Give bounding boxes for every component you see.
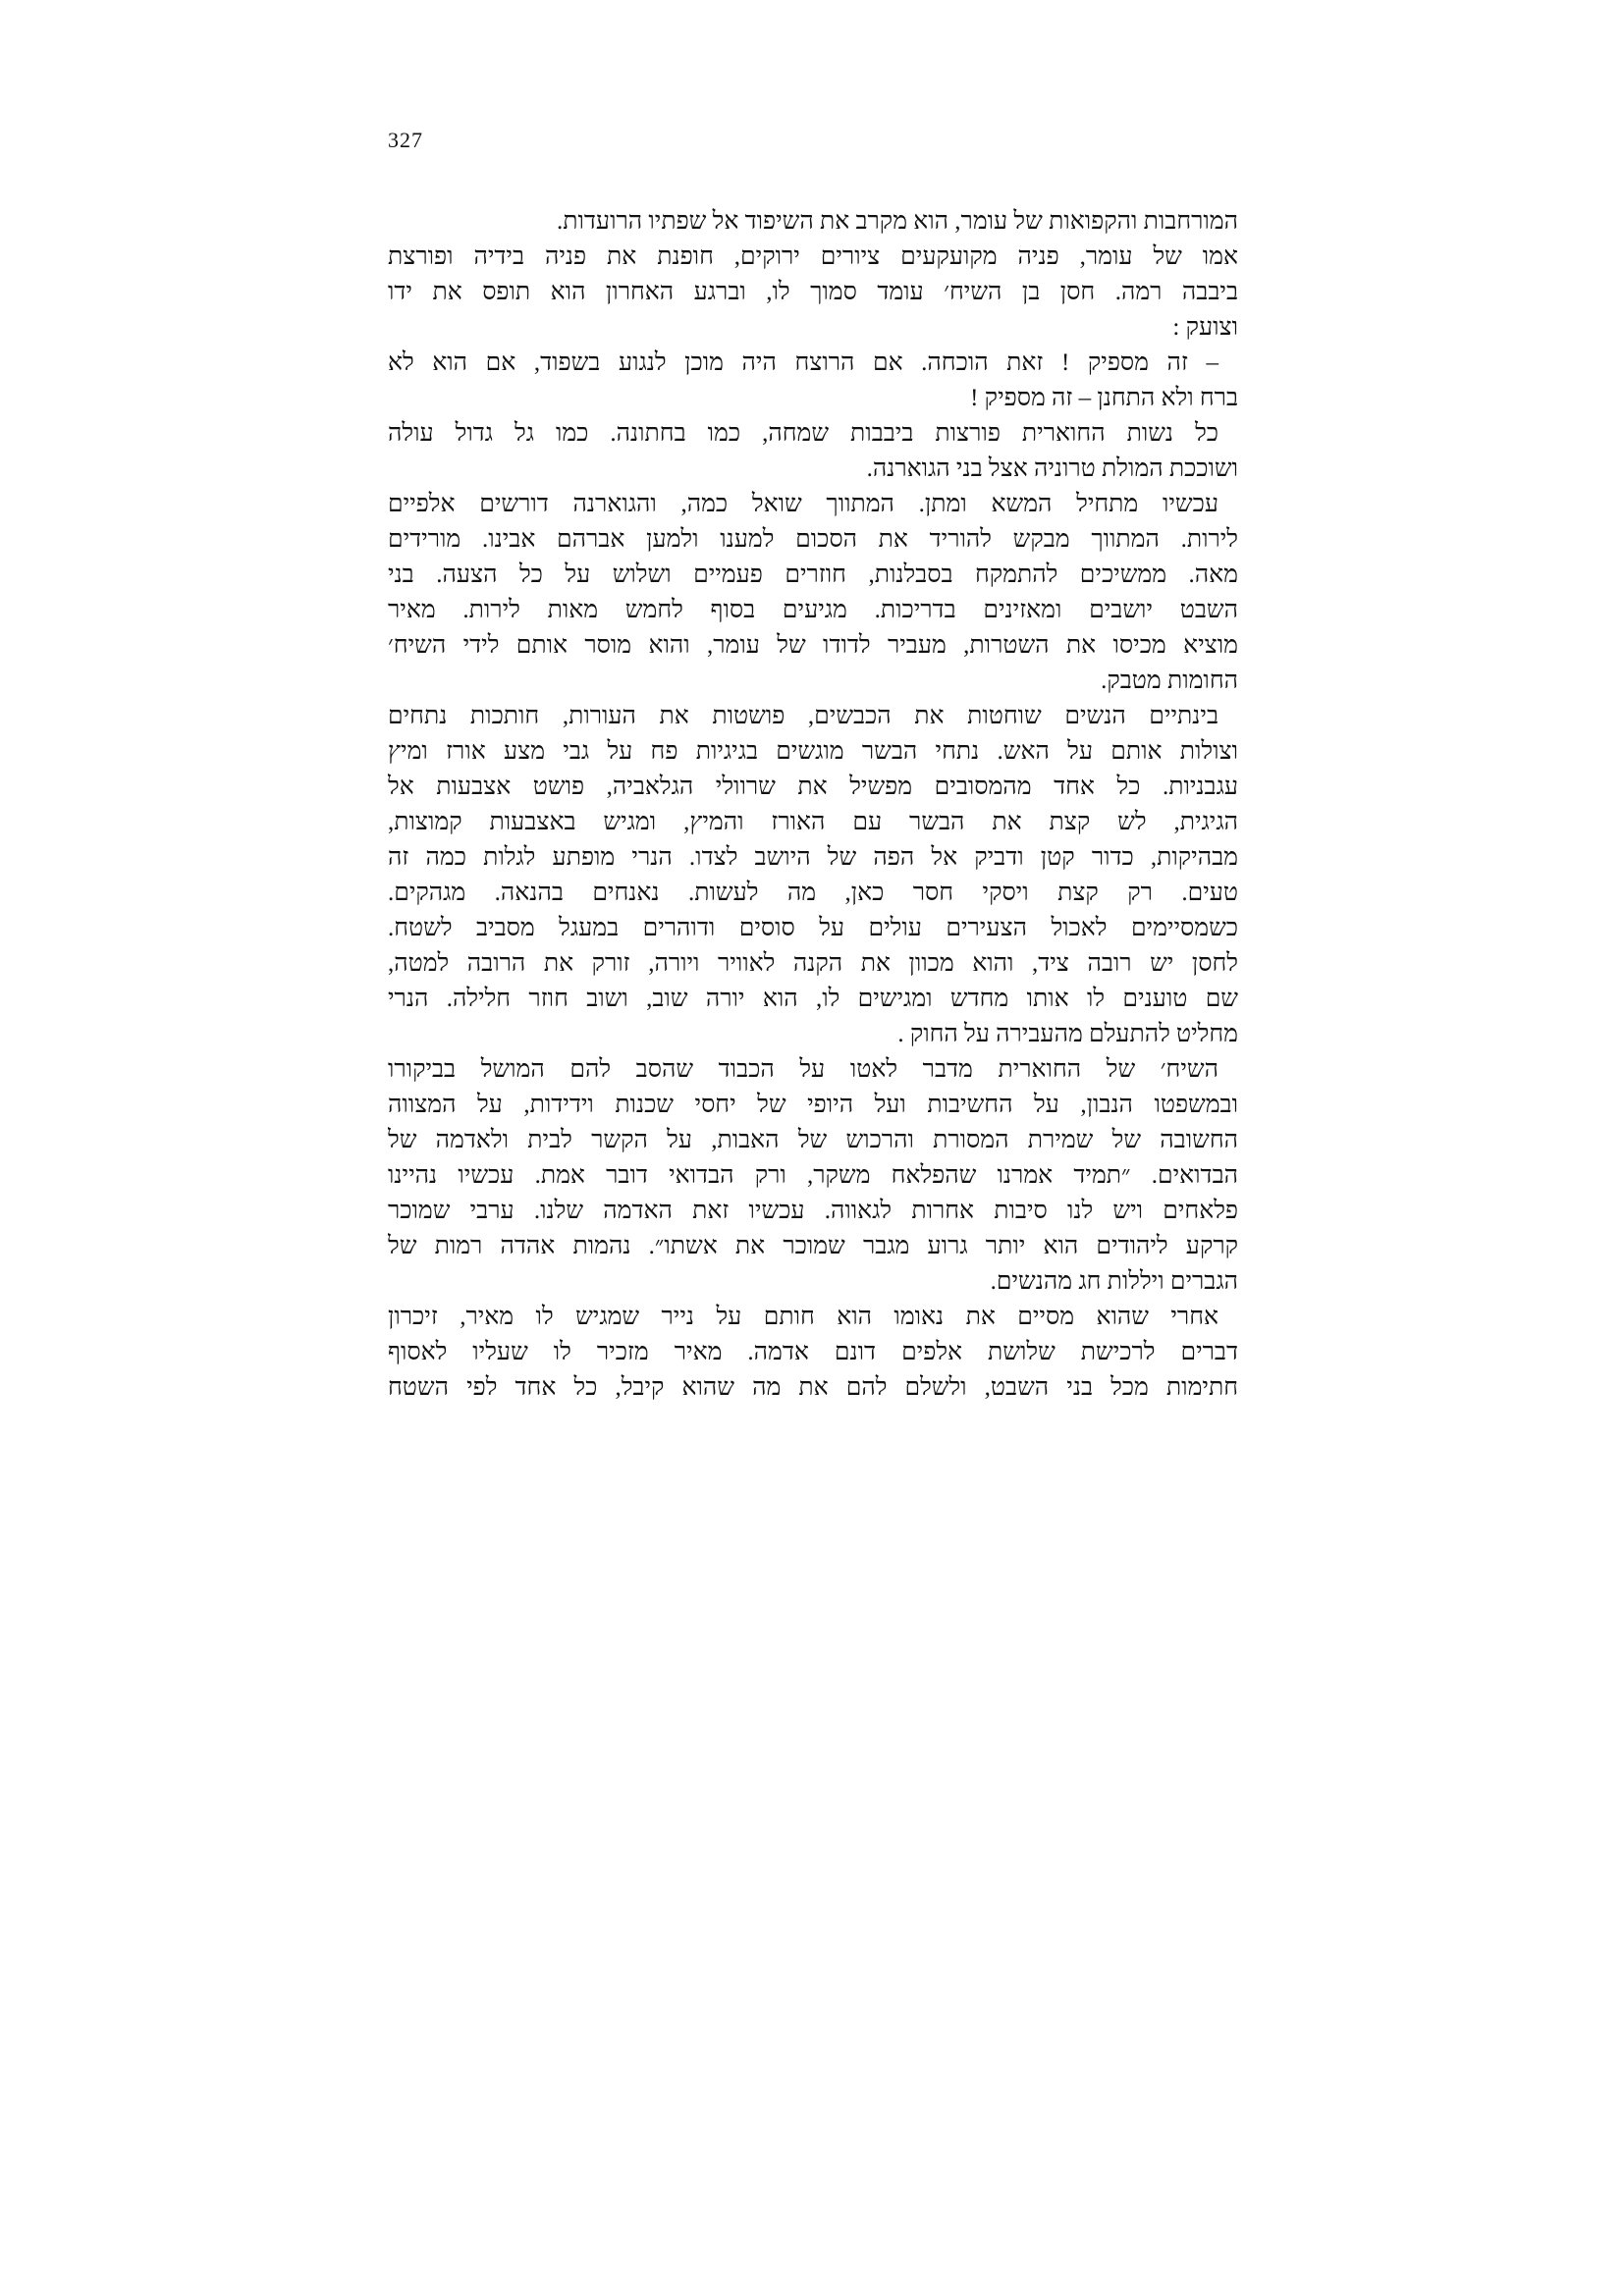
text-line: החשובה של שמירת המסורת והרכוש של האבות, על הקשר לבית ולאדמה של	[388, 1127, 1238, 1153]
text-line: מוציא מכיסו את השטרות, מעביר לדודו של עומר, והוא מוסר אותם לידי השיח׳	[388, 632, 1238, 659]
text-line: חתימות מכל בני השבט, ולשלם להם את מה שהוא קיבל, כל אחד לפי השטח	[388, 1374, 1238, 1401]
text-line: החומות מטבק.	[1101, 667, 1238, 694]
text-line: המורחבות והקפואות של עומר, הוא מקרב את השיפוד אל שפתיו הרועדות.	[557, 208, 1238, 235]
text-line: בינתיים הנשים שוחטות את הכבשים, פושטות את העורות, חותכות נתחים	[388, 703, 1218, 729]
text-line: כשמסיימים לאכול הצעירים עולים על סוסים ודוהרים במעגל מסביב לשטח.	[388, 915, 1238, 941]
text-line: דברים לרכישת שלושת אלפים דונם אדמה. מאיר מזכיר לו שעליו לאסוף	[388, 1339, 1238, 1365]
text-line: ושוככת המולת טרוניה אצל בני הגוארנה.	[866, 455, 1238, 482]
text-line: טעים. רק קצת ויסקי חסר כאן, מה לעשות. נאנחים בהנאה. מגהקים.	[388, 880, 1238, 906]
text-line: מאה. ממשיכים להתמקח בסבלנות, חוזרים פעמיים ושלוש על כל הצעה. בני	[388, 561, 1238, 588]
text-line: מבהיקות, כדור קטן ודביק אל הפה של היושב לצדו. הנרי מופתע לגלות כמה זה	[388, 844, 1238, 871]
text-line: שם טוענים לו אותו מחדש ומגישים לו, הוא יורה שוב, ושוב חוזר חלילה. הנרי	[388, 986, 1238, 1012]
text-line: ובמשפטו הנבון, על החשיבות ועל היופי של יחסי שכנות וידידות, על המצווה	[388, 1092, 1238, 1118]
text-line: הגברים ויללות חג מהנשים.	[990, 1268, 1238, 1295]
text-line: לחסן יש רובה ציד, והוא מכוון את הקנה לאוויר ויורה, זורק את הרובה למטה,	[388, 950, 1238, 977]
text-line: אמו של עומר, פניה מקועקעים ציורים ירוקים, חופנת את פניה בידיה ופורצת	[388, 243, 1238, 270]
text-line: השבט יושבים ומאזינים בדריכות. מגיעים בסוף לחמש מאות לירות. מאיר	[388, 597, 1238, 623]
text-line: לירות. המתווך מבקש להוריד את הסכום למענו ולמען אברהם אבינו. מורידים	[388, 526, 1238, 553]
text-line: הבדואים. ״תמיד אמרנו שהפלאח משקר, ורק הבדואי דובר אמת. עכשיו נהיינו	[388, 1162, 1238, 1189]
text-line: עכשיו מתחיל המשא ומתן. המתווך שואל כמה, והגוארנה דורשים אלפיים	[388, 491, 1218, 517]
text-line: ביבבה רמה. חסן בן השיח׳ עומד סמוך לו, וברגע האחרון הוא תופס את ידו	[388, 279, 1238, 305]
text-line: ברח ולא התחנן – זה מספיק !	[970, 385, 1238, 411]
text-line: השיח׳ של החוארית מדבר לאטו על הכבוד שהסב להם המושל בביקורו	[388, 1056, 1218, 1083]
text-line: אחרי שהוא מסיים את נאומו הוא חותם על נייר שמגיש לו מאיר, זיכרון	[388, 1304, 1218, 1330]
text-line: פלאחים ויש לנו סיבות אחרות לגאווה. עכשיו זאת האדמה שלנו. ערבי שמוכר	[388, 1198, 1238, 1224]
text-line: – זה מספיק ! זאת הוכחה. אם הרוצח היה מוכן לנגוע בשפוד, אם הוא לא	[388, 349, 1218, 376]
text-line: עגבניות. כל אחד מהמסובים מפשיל את שרוולי הגלאביה, פושט אצבעות אל	[388, 774, 1238, 800]
text-line: וצולות אותם על האש. נתחי הבשר מוגשים בגיגיות פח על גבי מצע אורז ומיץ	[388, 738, 1238, 765]
page-number: 327	[388, 128, 423, 152]
text-line: כל נשות החוארית פורצות ביבבות שמחה, כמו בחתונה. כמו גל גדול עולה	[388, 420, 1218, 447]
body-text	[388, 204, 1238, 1406]
text-line: הגיגית, לש קצת את הבשר עם האורז והמיץ, ומגיש באצבעות קמוצות,	[388, 809, 1238, 835]
text-line: קרקע ליהודים הוא יותר גרוע מגבר שמוכר את אשתו״. נהמות אהדה רמות של	[388, 1233, 1238, 1259]
text-line: וצועק :	[1172, 314, 1238, 341]
text-line: מחליט להתעלם מהעבירה על החוק .	[897, 1021, 1238, 1047]
